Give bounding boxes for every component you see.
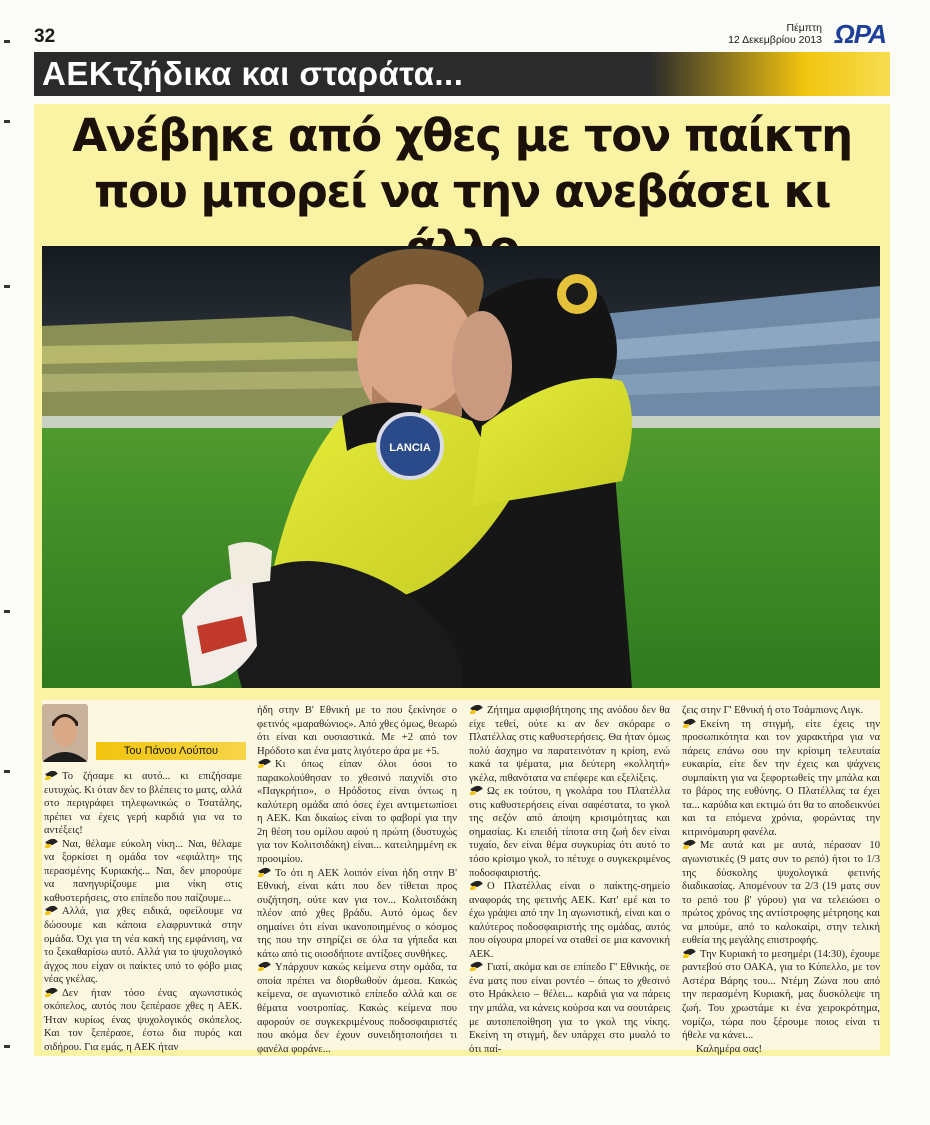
paragraph-text: Ζήτημα αμφισβήτησης της ανόδου δεν θα είχε τεθεί, ούτε κι αν δεν σκόραρε ο Πλατέλλας στις καθυστερήσεις. Θα ήταν όμως πολύ άσχημο να παρατεινόταν η κρίση, ενώ κακά τα ψέματα, μια δεύτερη «κολλητή» γκέλα, πιθανότατα να επέφερε και εξελίξεις.	[469, 705, 670, 784]
pen-bullet-icon	[44, 905, 58, 915]
pen-bullet-icon	[469, 880, 483, 890]
photo-illustration	[42, 246, 880, 688]
headline-line-2: που μπορεί να την ανεβάσει κι	[93, 165, 830, 218]
paragraph-text: Την Κυριακή το μεσημέρι (14:30), έχουμε ραντεβού στο ΟΑΚΑ, για το Κύπελλο, με τον Αστέρα Βάρης του... Ντέμη Ζώνα που από την περασμένη Κυριακή, μας δυσκόλεψε τη ζωή. Του χρωστάμε κι ένα χειροκρότημα, νομίζω, τώρα που ξέρουμε ποιος είναι τι ήθελε να κάνει...	[682, 948, 880, 1042]
pen-bullet-icon	[44, 838, 58, 848]
headline-line-1: Ανέβηκε από χθες με τον παίκτη	[72, 109, 852, 162]
author-avatar	[42, 704, 88, 762]
paragraph-text: Εκείνη τη στιγμή, είτε έχεις την προσωπικότητα και τον χαρακτήρα για να πάρεις επάνω σου την κρίσιμη τελευταία ευκαιρία, είτε δεν την έχεις και ψάχνεις συμπαίκτη για να ξεφορτωθείς την μπάλα και το βάρος της ευθύνης. Ο Πλατέλλας τα έχει τα... καρύδια και εκτιμώ ότι θα το αποδεικνύει και τα επόμενα χρόνια, φορώντας την κιτρινόμαυρη φανέλα.	[682, 718, 880, 838]
column-4	[682, 704, 880, 1056]
paragraph-text: Με αυτά και με αυτά, πέρασαν 10 αγωνιστικές (9 ματς συν το ρεπό) ήτοι το 1/3 της δύσκολης ψυχολογικά φετινής διαδικασίας. Απομένουν τα 2/3 (19 ματς συν το ρεπό του β' γύρου) για να τελειώσει ο πρώτος χρόνος της αντίστροφης μέτρησης και να μπούμε, από το καλοκαίρι, στην τελική ευθεία της μεγάλης επιστροφής.	[682, 840, 880, 947]
paragraph-text: Το ζήσαμε κι αυτό... κι επιζήσαμε ευτυχώς. Κι όταν δεν το βλέπεις το ματς, αλλά στο περιγράφει τηλεφωνικώς ο Τσατάλης, πρέπει να έχεις γερή καρδιά για να το αντέξεις!	[44, 771, 242, 837]
margin-mark	[4, 1045, 10, 1048]
article-paragraph	[682, 839, 880, 947]
paragraph-text: Γιατί, ακόμα και σε επίπεδο Γ' Εθνικής, σε ένα ματς που είναι ροντέο – όπως το χθεσινό στο Ηράκλειο – θέλει... καρδιά για να πάρεις την μπάλα, να κάνεις κούρσα και να σουτάρεις με αυτοπεποίθηση για το γκολ της νίκης. Εκείνη τη στιγμή, δεν υπάρχει στο μυαλό το ότι παί-	[469, 962, 670, 1055]
pen-bullet-icon	[44, 987, 58, 997]
article-paragraph	[257, 758, 457, 866]
paragraph-text: ζεις στην Γ' Εθνική ή στο Τσάμπιονς Λιγκ.	[682, 705, 864, 716]
article-paragraph	[257, 704, 457, 758]
article-paragraph	[469, 704, 670, 785]
paragraph-text: ήδη στην Β' Εθνική με το που ξεκίνησε ο φετινός «μαραθώνιος». Από χθες όμως, θεωρώ ότι είναι και ουσιαστικά. Με +2 από τον Ηρόδοτο και ένα ματς λιγότερο άρα με +5.	[257, 705, 457, 757]
paragraph-text: Ο Πλατέλλας είναι ο παίκτης-σημείο αναφοράς της φετινής ΑΕΚ. Κατ' εμέ και το έχω γράψει από την 1η αγωνιστική, είναι και ο καλύτερος ποδοσφαιριστής της ομάδας, αυτός που σίγουρα μπορεί να σταθεί σε μια κανονική ΑΕΚ.	[469, 881, 670, 960]
column-2	[257, 704, 457, 1056]
pen-bullet-icon	[682, 718, 696, 728]
section-band	[34, 52, 890, 96]
article-paragraph	[469, 785, 670, 880]
issue-day: Πέμπτη	[786, 22, 822, 34]
article-paragraph	[257, 867, 457, 962]
pen-bullet-icon	[682, 948, 696, 958]
article-paragraph	[44, 838, 242, 906]
article-paragraph	[682, 704, 880, 718]
article-paragraph	[44, 770, 242, 838]
article-paragraph	[469, 880, 670, 961]
pen-bullet-icon	[682, 839, 696, 849]
article-paragraph	[44, 987, 242, 1055]
author-name: Του Πάνου Λούπου	[96, 742, 246, 760]
paragraph-text: Ως εκ τούτου, η γκολάρα του Πλατέλλα στις καθυστερήσεις είναι σαφέστατα, το γκολ της σεζόν από άποψη κρισιμότητας και σημασίας. Κι επειδή τίποτα στη ζωή δεν είναι τυχαίο, δεν είναι θέμα συγκυρίας ότι αυτό το τόσο κρίσιμο γκολ, το πέτυχε ο συγκεκριμένος ποδοσφαιριστής.	[469, 786, 670, 879]
article-paragraph	[44, 905, 242, 986]
pen-bullet-icon	[257, 758, 271, 768]
date-block	[728, 22, 822, 46]
margin-mark	[4, 120, 10, 123]
margin-mark	[4, 285, 10, 288]
article-paragraph	[469, 961, 670, 1056]
article-photo	[42, 246, 880, 688]
paragraph-text: Αλλά, για χθες ειδικά, οφείλουμε να δώσουμε και κάποια ελαφρυντικά στην ομάδα. Όχι για τη νέα κακή της εμφάνιση, να το ξεκαθαρίσω αυτό. Αλλά για το ψυχολογικό άγχος που είχαν οι παίκτες υπό το φόβο μιας νέας γκέλας.	[44, 906, 242, 986]
paragraph-text: Δεν ήταν τόσο ένας αγωνιστικός σκόπελος, αυτός που ξεπέρασε χθες η ΑΕΚ. Ήταν κυρίως ένας ψυχολογικός σκόπελος. Και τον ξεπέρασε, έστω δια πυρός και σιδήρου. Για εμάς, η ΑΕΚ ήταν	[44, 987, 242, 1053]
column-1	[44, 770, 242, 1054]
margin-mark	[4, 610, 10, 613]
byline	[42, 704, 247, 766]
article-paragraph	[682, 718, 880, 840]
margin-mark	[4, 770, 10, 773]
photo-badge-label: LANCIA	[389, 442, 431, 454]
article-paragraph	[682, 1043, 880, 1057]
margin-mark	[4, 40, 10, 43]
newspaper-logo: ΩΡΑ	[834, 19, 886, 49]
section-title: ΑΕΚτζήδικα και σταράτα...	[42, 55, 464, 92]
page-number: 32	[34, 26, 56, 47]
pen-bullet-icon	[469, 785, 483, 795]
pen-bullet-icon	[469, 961, 483, 971]
column-3	[469, 704, 670, 1056]
pen-bullet-icon	[44, 770, 58, 780]
paragraph-text: Καλημέρα σας!	[696, 1043, 762, 1055]
pen-bullet-icon	[469, 704, 483, 714]
paragraph-text: Υπάρχουν κακώς κείμενα στην ομάδα, τα οποία πρέπει να διορθωθούν άμεσα. Κακώς κείμενα, σε αγωνιστικό επίπεδο αλλά και σε θέματα νοοτροπίας. Κακώς κείμενα που αφορούν σε συγκεκριμένους ποδοσφαιριστές που ακόμα δεν έχουν συνειδητοποιήσει τι φανέλα φοράνε...	[257, 962, 457, 1055]
article-paragraph	[257, 961, 457, 1056]
article-paragraph	[682, 948, 880, 1043]
pen-bullet-icon	[257, 961, 271, 971]
paragraph-text: Κι όπως είπαν όλοι όσοι το παρακολούθησαν το χθεσινό παιχνίδι στο «Παγκρήτιο», ο Ηρόδοτος είναι όντως η καλύτερη ομάδα από όσες έχει αντιμετωπίσει η ΑΕΚ. Και δικαίως είναι το φαβορί για την 2η θέση του ομίλου αφού η πρώτη (δυστυχώς για τον Κολιτσιδάκη) είναι... κατειλημμένη εκ προοιμίου.	[257, 759, 457, 866]
pen-bullet-icon	[257, 867, 271, 877]
paragraph-text: Ναι, θέλαμε εύκολη νίκη... Ναι, θέλαμε να ξορκίσει η ομάδα τον «εφιάλτη» της περασμένης Κυριακής... Ναι, δεν μπορούμε να πανηγυρίζουμε μια νίκη στις καθυστερήσεις, στο επίπεδο που παίζουμε...	[44, 838, 242, 904]
paragraph-text: Το ότι η ΑΕΚ λοιπόν είναι ήδη στην Β' Εθνική, είναι κάτι που δεν τίθεται προς συζήτηση, ούτε καν για τον... Κολιτσιδάκη πλέον από χθες βράδυ. Αυτό όμως δεν σημαίνει ότι είναι ικανοποιημένος ο κόσμος της που την στηρίζει σε όλα τα γήπεδα και κάτω από τις οιοσδήποτε αντίξοες συνθήκες.	[257, 867, 457, 960]
issue-date: 12 Δεκεμβρίου 2013	[728, 34, 822, 46]
